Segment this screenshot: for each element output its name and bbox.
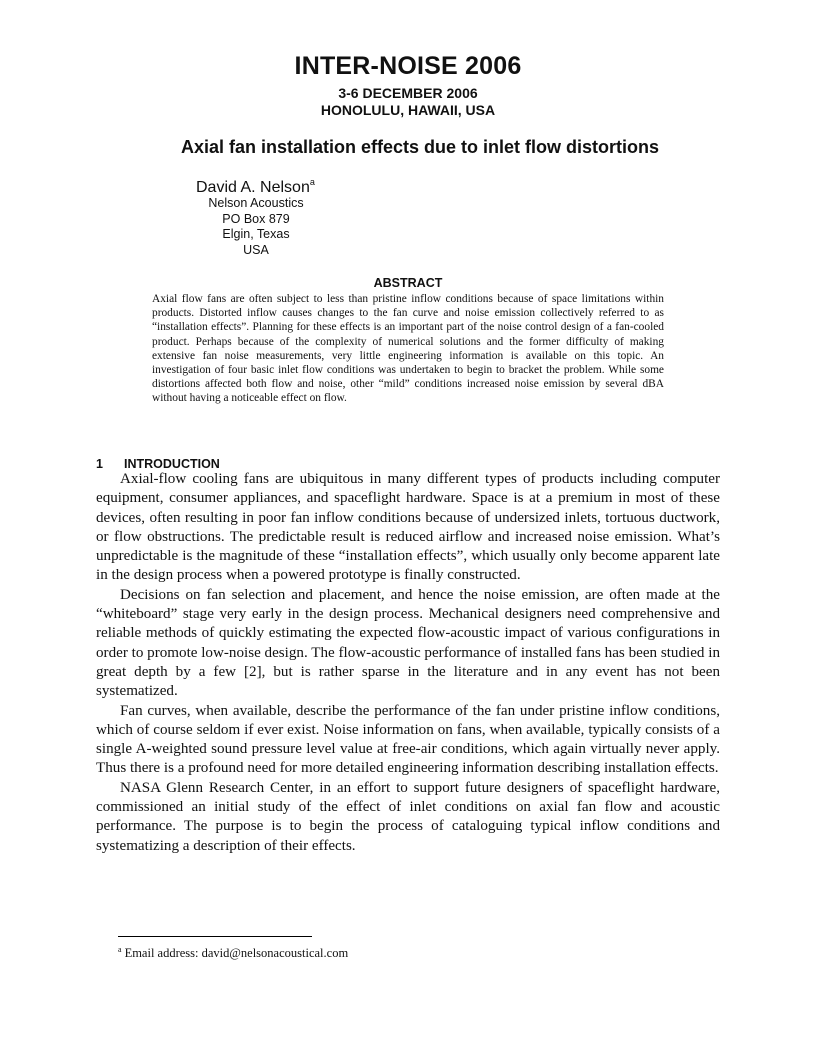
footnote-email: Email address: david@nelsonacoustical.com [124, 946, 349, 960]
affiliation-line: PO Box 879 [222, 211, 290, 226]
affiliation-line: USA [243, 242, 269, 257]
footnote-marker: a [118, 945, 122, 954]
section-number: 1 [96, 457, 103, 471]
body-paragraph: NASA Glenn Research Center, in an effort to support future designers of spaceflight hardware, commissioned an initial study of the effect of inlet conditions on axial fan flow and acoustic performance. The purpose is to begin the process of cataloguing typical inflow conditions and systematizing a description of their effects. [96, 779, 720, 854]
footnote [118, 945, 348, 961]
conference-location: HONOLULU, HAWAII, USA [320, 102, 496, 118]
author-name-text: David A. Nelson [196, 179, 310, 196]
section-title: INTRODUCTION [124, 457, 220, 471]
body-paragraph: Decisions on fan selection and placement, and hence the noise emission, are often made at the “whiteboard” stage very early in the design process. Mechanical designers need comprehensive and reliable methods of quickly estimating the expected flow-acoustic impact of various configurations in order to promote low-noise design. The flow-acoustic performance of installed fans has been studied in great depth by a few [2], but is rather sparse in the literature and in any event has not been systematized. [96, 586, 720, 700]
affiliation-line: Nelson Acoustics [208, 196, 304, 210]
abstract-heading: ABSTRACT [373, 276, 443, 290]
footnote-rule [118, 936, 312, 937]
affiliation-line: Elgin, Texas [222, 227, 290, 241]
conference-dates: 3-6 DECEMBER 2006 [338, 85, 478, 101]
section-body [96, 470, 720, 856]
section-heading [96, 457, 220, 471]
paper-title: Axial fan installation effects due to inlet flow distortions [180, 137, 660, 157]
conference-title: INTER-NOISE 2006 [294, 52, 522, 80]
abstract-body: Axial flow fans are often subject to less than pristine inflow conditions because of space limitations within products. Distorted inflow causes changes to the fan curve and noise emission collectively referred to as “installation effects”. Planning for these effects is an important part of the noise control design of a fan-cooled product. Perhaps because of the complexity of numerical solutions and the former difficulty of making extensive fan noise measurements, very little engineering information is available on this topic. An investigation of four basic inlet flow conditions was undertaken to begin to bracket the problem. While some distortions affected both flow and noise, other “mild” conditions increased noise emission by several dBA without having a noticeable effect on flow. [152, 293, 664, 405]
body-paragraph: Fan curves, when available, describe the performance of the fan under pristine inflow conditions, which of course seldom if ever exist. Noise information on fans, when available, typically consists of a single A-weighted sound pressure level value at free-air conditions, which again virtually never apply. Thus there is a profound need for more detailed engineering information describing installation effects. [96, 702, 720, 777]
author-affiliation [190, 196, 322, 258]
author-name [196, 177, 315, 197]
body-paragraph: Axial-flow cooling fans are ubiquitous in many different types of products including computer equipment, consumer appliances, and spaceflight hardware. Space is at a premium in most of these devices, often resulting in poor fan inflow conditions because of undersized inlets, tortuous ductwork, or flow obstructions. The predictable result is reduced airflow and increased noise emission. What’s unpredictable is the magnitude of these “installation effects”, which usually only become apparent late in the design process when a powered prototype is finally constructed. [96, 471, 720, 584]
author-footnote-marker: a [309, 177, 315, 187]
